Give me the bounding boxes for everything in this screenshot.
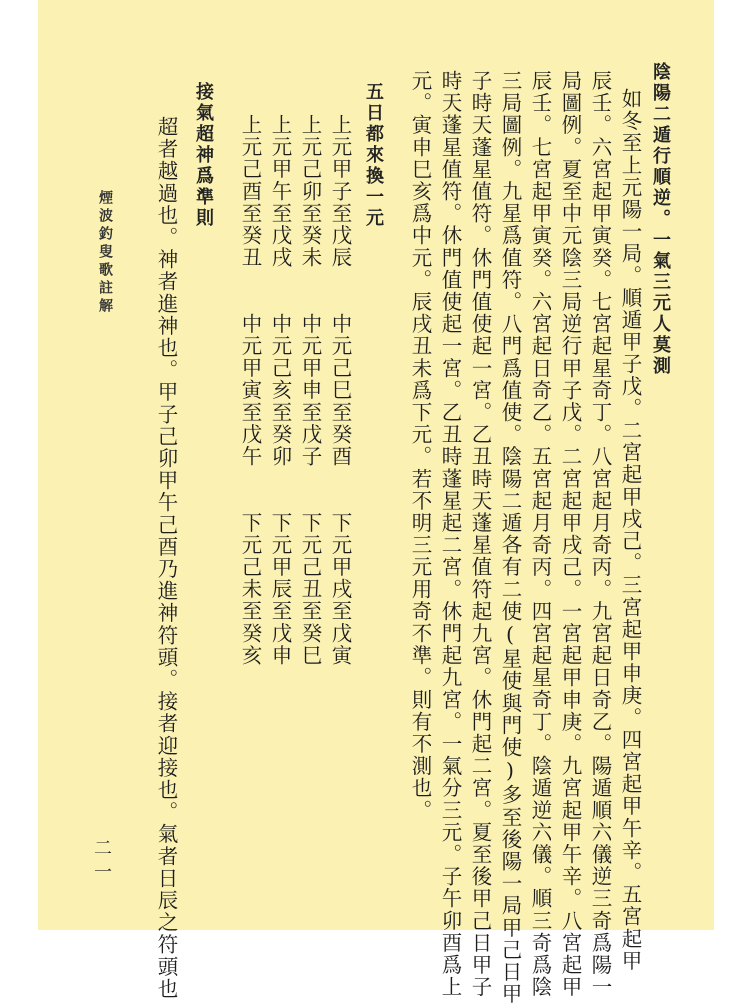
- text-column: 時天蓬星值符。休門值使起一宮。乙丑時蓬星起二宮。休門起九宮。一氣分三元。子午卯酉爲上: [438, 70, 462, 999]
- text-column: 子時天蓬星值符。休門值使起一宮。乙丑時天蓬星值符起九宮。休門起二宮。夏至後甲己日甲子: [468, 70, 492, 999]
- text-column: 如冬至上元陽一局。順遁甲子戊。二宮起甲戌己。三宮起甲申庚。四宮起甲午辛。五宮起甲: [618, 88, 642, 972]
- verse-heading-yin-yang: 陰陽二遁行順逆。一氣三元人莫測: [650, 62, 671, 377]
- text-column: 超者越過也。神者進神也。甲子己卯甲午己酉乃進神符頭。接者迎接也。氣者日辰之符頭也: [154, 116, 178, 1000]
- verse-heading-five-days: 五日都來換一元: [363, 82, 384, 229]
- running-head: 煙波釣叟歌註解: [97, 190, 113, 316]
- yuan-table-row: 上元己酉至癸丑 中元甲寅至戊午 下元己未至癸亥: [238, 114, 262, 667]
- verse-heading-jie-qi: 接氣超神爲準則: [193, 82, 214, 229]
- book-page: [38, 0, 714, 1005]
- text-column: 三局圖例。九星爲值符。八門爲值使。陰陽二遁各有二使(星使與門使)多至後陽一局甲己日甲: [498, 70, 522, 1005]
- text-column: 辰壬。六宮起甲寅癸。七宮起星奇丁。八宮起月奇丙。九宮起日奇乙。陽遁順六儀逆三奇爲陽一: [588, 70, 612, 999]
- page-number: 二一: [91, 838, 112, 886]
- text-column: 辰壬。七宮起甲寅癸。六宮起日奇乙。五宮起月奇丙。四宮起星奇丁。陰遁逆六儀。順三奇爲陰: [528, 70, 552, 999]
- yuan-table-row: 上元甲午至戊戌 中元己亥至癸卯 下元甲辰至戊申: [268, 114, 292, 667]
- yuan-table-row: 上元己卯至癸未 中元甲申至戊子 下元己丑至癸巳: [298, 114, 322, 667]
- text-column: 局圖例。夏至中元陰三局逆行甲子戊。二宮起甲戌己。一宮起甲申庚。九宮起甲午辛。八宮起甲: [558, 70, 582, 999]
- yuan-table-row: 上元甲子至戊辰 中元己巳至癸酉 下元甲戌至戊寅: [328, 114, 352, 667]
- text-column: 元。寅申巳亥爲中元。辰戌丑未爲下元。若不明三元用奇不準。則有不測也。: [408, 70, 432, 822]
